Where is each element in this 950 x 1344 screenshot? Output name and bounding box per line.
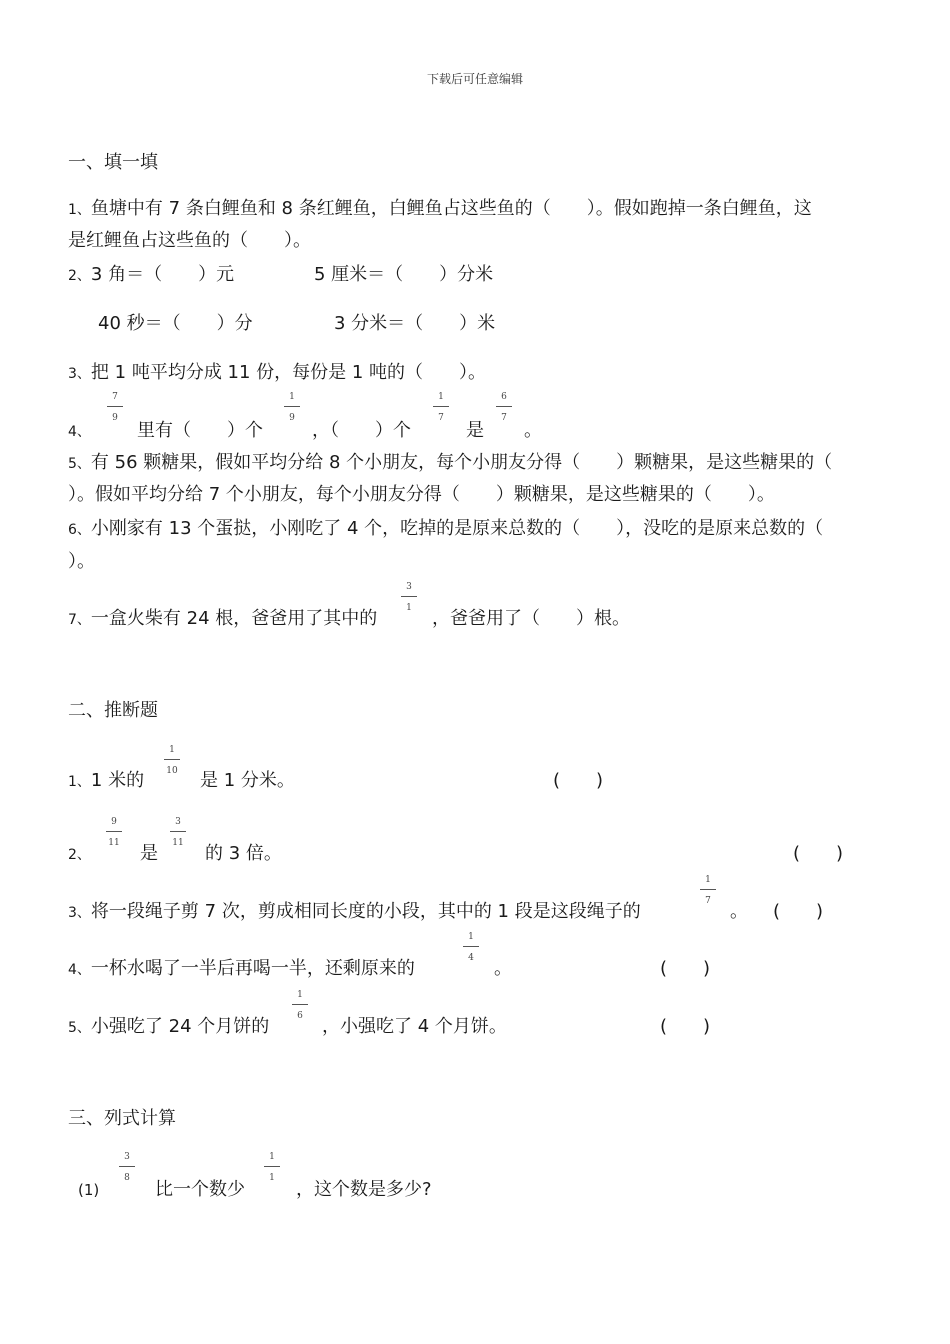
page-header: 下载后可任意编辑 — [426, 72, 523, 86]
question-4-text-1: 里有（ ）个 — [137, 420, 263, 441]
judge-1-answer[interactable]: ( ) — [553, 770, 604, 791]
fraction-1-9: 1 9 — [284, 390, 300, 434]
judge-1-text-1 — [68, 765, 144, 798]
question-4-text-2: ，（ ）个 — [312, 420, 411, 441]
judge-3-text-1 — [68, 896, 641, 929]
judge-4-answer[interactable]: ( ) — [660, 958, 711, 979]
judge-5-text-1 — [68, 1011, 269, 1044]
fraction-1-7: 1 7 — [433, 390, 449, 434]
question-2-b: 5 厘米＝（ ）分米 — [314, 264, 494, 285]
fraction-7-9: 7 9 — [107, 390, 123, 434]
judge-2-text-1: 是 — [140, 843, 158, 864]
question-6-line-2: ）。 — [68, 551, 95, 572]
question-number: 3、 — [68, 366, 91, 382]
judge-4-text-2: 。 — [494, 958, 512, 979]
question-5-line-1 — [68, 447, 832, 480]
calc-1-text-1: 比一个数少 — [155, 1179, 245, 1200]
section-title-judge: 二、推断题 — [68, 700, 158, 721]
question-number: 1、 — [68, 774, 91, 790]
question-number: 5、 — [68, 1020, 91, 1036]
fraction-9-11: 9 11 — [106, 815, 122, 859]
judge-2-answer[interactable]: ( ) — [793, 843, 844, 864]
question-7-text-1 — [68, 603, 377, 636]
question-2-c: 40 秒＝（ ）分 — [98, 313, 253, 334]
question-number: 1、 — [68, 202, 91, 218]
fraction-1-10: 1 10 — [164, 743, 180, 787]
question-1-line-2: 是红鲤鱼占这些鱼的（ ）。 — [68, 230, 311, 251]
question-text: 一杯水喝了一半后再喝一半，还剩原来的 — [90, 958, 415, 979]
question-2-d: 3 分米＝（ ）米 — [334, 313, 496, 334]
fraction-3-11: 3 11 — [170, 815, 186, 859]
calc-1-text-2: ，这个数是多少? — [296, 1179, 432, 1200]
question-number: 3、 — [68, 905, 91, 921]
question-text: 小强吃了 24 个月饼的 — [90, 1016, 270, 1037]
judge-2-number: 2、 — [68, 847, 91, 863]
judge-3-answer[interactable]: ( ) — [773, 901, 824, 922]
question-number: 5、 — [68, 456, 91, 472]
question-4-text-4: 。 — [524, 420, 542, 441]
question-text: 将一段绳子剪 7 次，剪成相同长度的小段，其中的 1 段是这段绳子的 — [90, 901, 641, 922]
fraction-1-6: 1 6 — [292, 988, 308, 1032]
judge-4-text-1 — [68, 953, 415, 986]
fraction-3-8: 3 8 — [119, 1150, 135, 1194]
question-2-a — [68, 259, 234, 292]
question-1-line-1 — [68, 193, 812, 226]
fraction-3-1: 3 1 — [401, 580, 417, 624]
question-text: 有 56 颗糖果，假如平均分给 8 个小朋友，每个小朋友分得（ ）颗糖果，是这些糖果的（ — [90, 452, 833, 473]
question-number: 2、 — [68, 268, 91, 284]
judge-3-text-2: 。 — [730, 901, 748, 922]
section-title-calc: 三、列式计算 — [68, 1108, 176, 1129]
question-text: 小刚家有 13 个蛋挞，小刚吃了 4 个，吃掉的是原来总数的（ ），没吃的是原来总数的（ — [90, 518, 824, 539]
fraction-1-1: 1 1 — [264, 1150, 280, 1194]
question-text: 3 角＝（ ）元 — [90, 264, 235, 285]
fraction-6-7: 6 7 — [496, 390, 512, 434]
question-number: 7、 — [68, 612, 91, 628]
question-5-line-2: ）。假如平均分给 7 个小朋友，每个小朋友分得（ ）颗糖果，是这些糖果的（ ）。 — [68, 484, 775, 505]
question-4-number: 4、 — [68, 424, 91, 440]
question-number: 6、 — [68, 522, 91, 538]
calc-1-number: (1) — [78, 1181, 100, 1199]
question-4-text-3: 是 — [466, 420, 484, 441]
question-text: 鱼塘中有 7 条白鲤鱼和 8 条红鲤鱼，白鲤鱼占这些鱼的（ ）。假如跑掉一条白鲤鱼，这 — [90, 198, 812, 219]
question-6-line-1 — [68, 513, 823, 546]
judge-1-text-2: 是 1 分米。 — [200, 770, 295, 791]
judge-5-text-2: ，小强吃了 4 个月饼。 — [322, 1016, 507, 1037]
fraction-1-4: 1 4 — [463, 930, 479, 974]
question-text: 一盒火柴有 24 根，爸爸用了其中的 — [90, 608, 378, 629]
question-7-text-2: ，爸爸用了（ ）根。 — [432, 608, 630, 629]
fraction-1-7: 1 7 — [700, 873, 716, 917]
judge-2-text-2: 的 3 倍。 — [205, 843, 282, 864]
section-title-fill: 一、填一填 — [68, 152, 158, 173]
question-text: 把 1 吨平均分成 11 份，每份是 1 吨的（ ）。 — [90, 362, 487, 383]
question-3 — [68, 357, 486, 390]
question-number: 4、 — [68, 962, 91, 978]
question-text: 1 米的 — [90, 770, 145, 791]
judge-5-answer[interactable]: ( ) — [660, 1016, 711, 1037]
